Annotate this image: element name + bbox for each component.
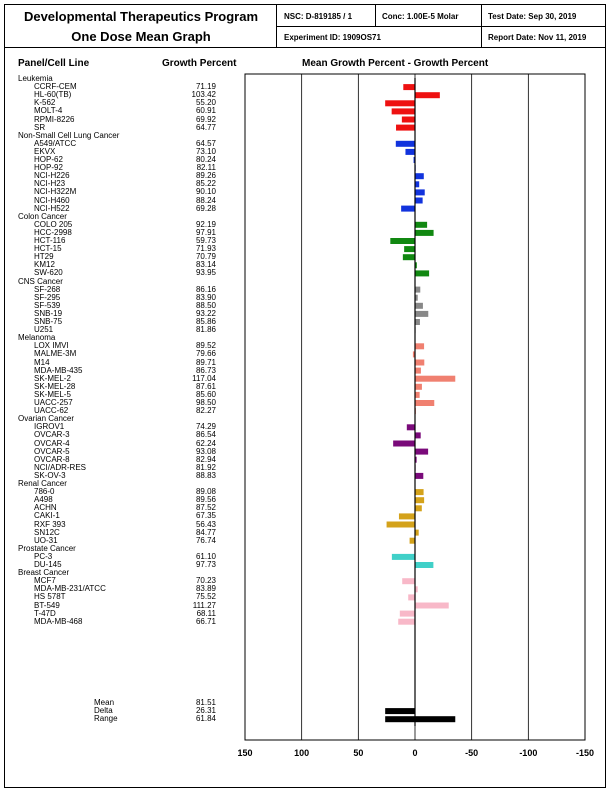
x-tick-label: 100 bbox=[294, 748, 310, 758]
experiment-id-field: Experiment ID: 1909OS71 bbox=[284, 33, 381, 42]
growth-percent-value: 86.54 bbox=[195, 430, 216, 440]
growth-percent-value: 103.42 bbox=[191, 90, 216, 100]
bar-sk-mel-2 bbox=[415, 376, 455, 382]
cell-line-name: BT-549 bbox=[34, 600, 60, 610]
growth-percent-value: 68.11 bbox=[196, 608, 216, 618]
bar-m14 bbox=[415, 360, 424, 366]
bar-mda-mb-435 bbox=[415, 368, 421, 374]
bar-hct-15 bbox=[404, 246, 415, 252]
bar-du-145 bbox=[415, 562, 433, 568]
bar-k-562 bbox=[385, 100, 415, 106]
cell-line-name: SW-620 bbox=[34, 268, 63, 278]
cell-line-name: OVCAR-3 bbox=[34, 430, 70, 440]
growth-percent-value: 97.91 bbox=[195, 227, 216, 237]
col-growth-percent: Growth Percent bbox=[162, 58, 237, 69]
cell-line-name: MDA-MB-435 bbox=[34, 365, 83, 375]
concentration-field: Conc: 1.00E-5 Molar bbox=[382, 12, 459, 21]
growth-percent-value: 93.95 bbox=[195, 268, 216, 278]
cell-line-name: HL-60(TB) bbox=[34, 90, 72, 100]
cell-line-name: SNB-19 bbox=[34, 308, 63, 318]
cell-line-name: KM12 bbox=[34, 260, 55, 270]
bar-hl-60-tb- bbox=[415, 92, 440, 98]
bar-ht29 bbox=[403, 254, 415, 260]
bar-rpmi-8226 bbox=[402, 117, 415, 123]
growth-percent-value: 88.83 bbox=[195, 470, 216, 480]
bar-hct-116 bbox=[390, 238, 415, 244]
cell-line-name: NCI-H226 bbox=[34, 171, 70, 181]
cell-line-name: U251 bbox=[34, 325, 54, 335]
cell-line-name: NCI-H322M bbox=[34, 187, 77, 197]
x-tick-label: -100 bbox=[519, 748, 538, 758]
growth-percent-value: 61.10 bbox=[195, 551, 216, 561]
growth-percent-value: 83.14 bbox=[195, 260, 216, 270]
growth-percent-value: 71.93 bbox=[195, 244, 216, 254]
growth-percent-value: 80.24 bbox=[195, 155, 216, 164]
cell-line-name: UACC-62 bbox=[34, 406, 69, 416]
growth-percent-value: 92.19 bbox=[195, 219, 216, 229]
cell-line-name: NCI-H460 bbox=[34, 195, 70, 205]
bar-nci-h226 bbox=[415, 173, 424, 179]
growth-percent-value: 59.73 bbox=[195, 236, 216, 245]
bar-ovcar-3 bbox=[415, 432, 421, 438]
cell-line-name: SNB-75 bbox=[34, 317, 63, 326]
cell-line-name: COLO 205 bbox=[34, 219, 73, 229]
bar-mda-mb-468 bbox=[398, 619, 415, 625]
growth-percent-value: 71.19 bbox=[195, 82, 216, 92]
growth-percent-value: 69.28 bbox=[195, 203, 216, 213]
growth-percent-value: 87.52 bbox=[195, 503, 216, 513]
growth-percent-value: 84.77 bbox=[195, 527, 216, 537]
x-tick-label: 0 bbox=[412, 748, 418, 758]
cell-line-name: SK-OV-3 bbox=[34, 470, 66, 480]
cell-line-name: NCI-H23 bbox=[34, 179, 66, 189]
report-subtitle: One Dose Mean Graph bbox=[71, 29, 211, 44]
bar-uo-31 bbox=[410, 538, 415, 544]
cell-line-name: HCT-116 bbox=[34, 236, 66, 245]
x-tick-label: -50 bbox=[465, 748, 479, 758]
cell-line-name: SK-MEL-2 bbox=[34, 373, 71, 383]
bar-nci-h322m bbox=[415, 189, 425, 195]
summary-label: Mean bbox=[94, 698, 115, 707]
growth-percent-value: 74.29 bbox=[195, 422, 216, 432]
bar-sr bbox=[396, 125, 415, 131]
bar-ccrf-cem bbox=[403, 84, 415, 90]
growth-percent-value: 82.11 bbox=[196, 163, 216, 173]
report-date-field: Report Date: Nov 11, 2019 bbox=[488, 33, 587, 42]
cell-line-name: 786-0 bbox=[34, 487, 55, 497]
cell-line-name: HOP-62 bbox=[34, 155, 63, 164]
bar-sk-ov-3 bbox=[415, 473, 423, 479]
cell-line-name: K-562 bbox=[34, 98, 56, 108]
cell-line-name: MCF7 bbox=[34, 576, 56, 586]
cell-line-name: CAKI-1 bbox=[34, 511, 60, 521]
x-tick-label: 150 bbox=[237, 748, 253, 758]
growth-percent-value: 89.56 bbox=[195, 495, 216, 505]
cell-line-name: HCT-15 bbox=[34, 244, 62, 254]
growth-percent-value: 75.52 bbox=[195, 592, 216, 602]
cell-line-name: RPMI-8226 bbox=[34, 114, 75, 124]
growth-percent-value: 73.10 bbox=[195, 146, 216, 156]
growth-percent-value: 86.16 bbox=[195, 284, 216, 294]
growth-percent-value: 93.08 bbox=[195, 446, 216, 456]
bar-sf-539 bbox=[415, 303, 423, 309]
cell-line-name: UACC-257 bbox=[34, 398, 73, 407]
report-title: Developmental Therapeutics Program bbox=[23, 9, 259, 24]
cell-line-name: T-47D bbox=[34, 608, 56, 618]
cell-line-name: DU-145 bbox=[34, 560, 62, 569]
cell-line-name: SF-539 bbox=[34, 300, 61, 310]
summary-value: 61.84 bbox=[195, 714, 216, 724]
cell-line-name: SK-MEL-28 bbox=[34, 381, 76, 391]
growth-percent-value: 89.08 bbox=[195, 487, 216, 497]
panel-name: Breast Cancer bbox=[18, 568, 70, 578]
bar-ovcar-4 bbox=[393, 441, 415, 447]
test-date-field: Test Date: Sep 30, 2019 bbox=[488, 12, 577, 21]
growth-percent-value: 85.86 bbox=[195, 317, 216, 326]
cell-line-name: IGROV1 bbox=[34, 422, 65, 432]
bar-snb-75 bbox=[415, 319, 420, 325]
bar-caki-1 bbox=[399, 513, 415, 519]
growth-percent-value: 88.50 bbox=[195, 300, 216, 310]
cell-line-name: MDA-MB-468 bbox=[34, 616, 83, 626]
growth-percent-value: 81.86 bbox=[195, 325, 216, 335]
bar-bt-549 bbox=[415, 603, 449, 609]
panel-name: Non-Small Cell Lung Cancer bbox=[18, 130, 120, 140]
cell-line-name: UO-31 bbox=[34, 535, 58, 545]
growth-percent-value: 56.43 bbox=[195, 519, 216, 529]
range-bar bbox=[385, 716, 455, 722]
growth-percent-value: 117.04 bbox=[192, 373, 216, 383]
bar-snb-19 bbox=[415, 311, 428, 317]
cell-line-name: RXF 393 bbox=[34, 519, 66, 529]
growth-percent-value: 83.90 bbox=[195, 292, 216, 302]
growth-percent-value: 90.10 bbox=[195, 187, 216, 197]
growth-percent-value: 89.52 bbox=[195, 341, 216, 351]
cell-line-name: HS 578T bbox=[34, 592, 66, 602]
x-tick-label: 50 bbox=[353, 748, 364, 758]
cell-line-name: EKVX bbox=[34, 146, 56, 156]
bar-786-0 bbox=[415, 489, 424, 495]
growth-percent-value: 81.92 bbox=[195, 462, 216, 472]
growth-percent-value: 76.74 bbox=[195, 535, 216, 545]
panel-name: Renal Cancer bbox=[18, 479, 67, 488]
panel-name: Colon Cancer bbox=[18, 211, 67, 221]
bar-uacc-257 bbox=[415, 400, 434, 406]
growth-percent-value: 89.71 bbox=[195, 357, 216, 367]
summary-value: 81.51 bbox=[195, 698, 216, 707]
cell-line-name: A549/ATCC bbox=[34, 138, 77, 148]
bar-sk-mel-5 bbox=[415, 392, 420, 398]
growth-percent-value: 67.35 bbox=[195, 511, 216, 521]
growth-percent-value: 55.20 bbox=[195, 98, 216, 108]
bar-pc-3 bbox=[392, 554, 415, 560]
panel-name: Prostate Cancer bbox=[18, 543, 76, 553]
bar-hs-578t bbox=[408, 594, 415, 600]
cell-line-name: MDA-MB-231/ATCC bbox=[34, 584, 106, 594]
growth-percent-value: 87.61 bbox=[195, 381, 216, 391]
cell-line-name: CCRF-CEM bbox=[34, 82, 77, 92]
bar-achn bbox=[415, 505, 422, 511]
bar-sf-268 bbox=[415, 287, 420, 293]
bar-colo-205 bbox=[415, 222, 427, 228]
growth-percent-value: 85.60 bbox=[195, 389, 216, 399]
summary-label: Range bbox=[94, 714, 118, 724]
cell-line-name: OVCAR-5 bbox=[34, 446, 70, 456]
growth-percent-value: 88.24 bbox=[195, 195, 216, 205]
bar-sk-mel-28 bbox=[415, 384, 422, 390]
growth-percent-value: 83.89 bbox=[195, 584, 216, 594]
col-graph-title: Mean Growth Percent - Growth Percent bbox=[302, 58, 489, 69]
cell-line-name: OVCAR-8 bbox=[34, 454, 70, 464]
growth-percent-value: 97.73 bbox=[195, 560, 216, 569]
x-tick-label: -150 bbox=[575, 748, 595, 758]
panel-name: Leukemia bbox=[18, 74, 53, 83]
cell-line-name: SF-295 bbox=[34, 292, 61, 302]
bar-rxf-393 bbox=[387, 522, 415, 528]
bar-lox-imvi bbox=[415, 343, 424, 349]
growth-percent-value: 60.91 bbox=[195, 106, 216, 116]
cell-line-name: NCI-H522 bbox=[34, 203, 70, 213]
cell-line-name: A498 bbox=[34, 495, 53, 505]
bar-nci-h522 bbox=[401, 206, 415, 212]
panel-name: Melanoma bbox=[18, 333, 56, 343]
bar-a498 bbox=[415, 497, 424, 503]
growth-percent-value: 82.27 bbox=[195, 406, 216, 416]
bar-hcc-2998 bbox=[415, 230, 434, 236]
growth-percent-value: 89.26 bbox=[195, 171, 216, 181]
growth-percent-value: 93.22 bbox=[195, 308, 216, 318]
summary-value: 26.31 bbox=[195, 706, 216, 716]
growth-percent-value: 70.23 bbox=[195, 576, 216, 586]
growth-percent-value: 111.27 bbox=[192, 600, 216, 610]
cell-line-name: OVCAR-4 bbox=[34, 438, 70, 448]
growth-percent-value: 98.50 bbox=[195, 398, 216, 407]
growth-percent-value: 66.71 bbox=[195, 616, 216, 626]
cell-line-name: ACHN bbox=[34, 503, 57, 513]
panel-name: Ovarian Cancer bbox=[18, 414, 75, 424]
delta-bar bbox=[385, 708, 415, 714]
growth-percent-value: 69.92 bbox=[195, 114, 216, 124]
panel-name: CNS Cancer bbox=[18, 276, 63, 286]
bar-ekvx bbox=[405, 149, 415, 155]
cell-line-name: NCI/ADR-RES bbox=[34, 462, 87, 472]
bar-ovcar-5 bbox=[415, 449, 428, 455]
bar-molt-4 bbox=[392, 108, 415, 114]
bar-t-47d bbox=[400, 611, 415, 617]
cell-line-name: SK-MEL-5 bbox=[34, 389, 71, 399]
growth-percent-value: 86.73 bbox=[195, 365, 216, 375]
col-panel-cell-line: Panel/Cell Line bbox=[18, 58, 90, 69]
cell-line-name: SN12C bbox=[34, 527, 60, 537]
bar-nci-h460 bbox=[415, 198, 423, 204]
growth-percent-value: 79.66 bbox=[195, 349, 216, 359]
cell-line-name: MOLT-4 bbox=[34, 106, 63, 116]
growth-percent-value: 64.57 bbox=[195, 138, 216, 148]
bar-igrov1 bbox=[407, 424, 415, 430]
bar-nci-h23 bbox=[415, 181, 419, 187]
growth-percent-value: 70.79 bbox=[195, 252, 216, 262]
bar-a549-atcc bbox=[396, 141, 415, 147]
nsc-field: NSC: D-819185 / 1 bbox=[284, 12, 353, 21]
cell-line-name: HCC-2998 bbox=[34, 227, 72, 237]
cell-line-name: MALME-3M bbox=[34, 349, 77, 359]
cell-line-name: PC-3 bbox=[34, 551, 53, 561]
bar-sw-620 bbox=[415, 270, 429, 276]
cell-line-name: HOP-92 bbox=[34, 163, 63, 173]
summary-label: Delta bbox=[94, 706, 113, 716]
growth-percent-value: 82.94 bbox=[195, 454, 216, 464]
growth-percent-value: 85.22 bbox=[195, 179, 216, 189]
bar-mcf7 bbox=[402, 578, 415, 584]
cell-line-name: M14 bbox=[34, 357, 50, 367]
cell-line-name: SR bbox=[34, 122, 46, 132]
growth-percent-value: 62.24 bbox=[195, 438, 216, 448]
cell-line-name: HT29 bbox=[34, 252, 54, 262]
growth-percent-value: 64.77 bbox=[195, 122, 216, 132]
cell-line-name: LOX IMVI bbox=[34, 341, 69, 351]
cell-line-name: SF-268 bbox=[34, 284, 61, 294]
